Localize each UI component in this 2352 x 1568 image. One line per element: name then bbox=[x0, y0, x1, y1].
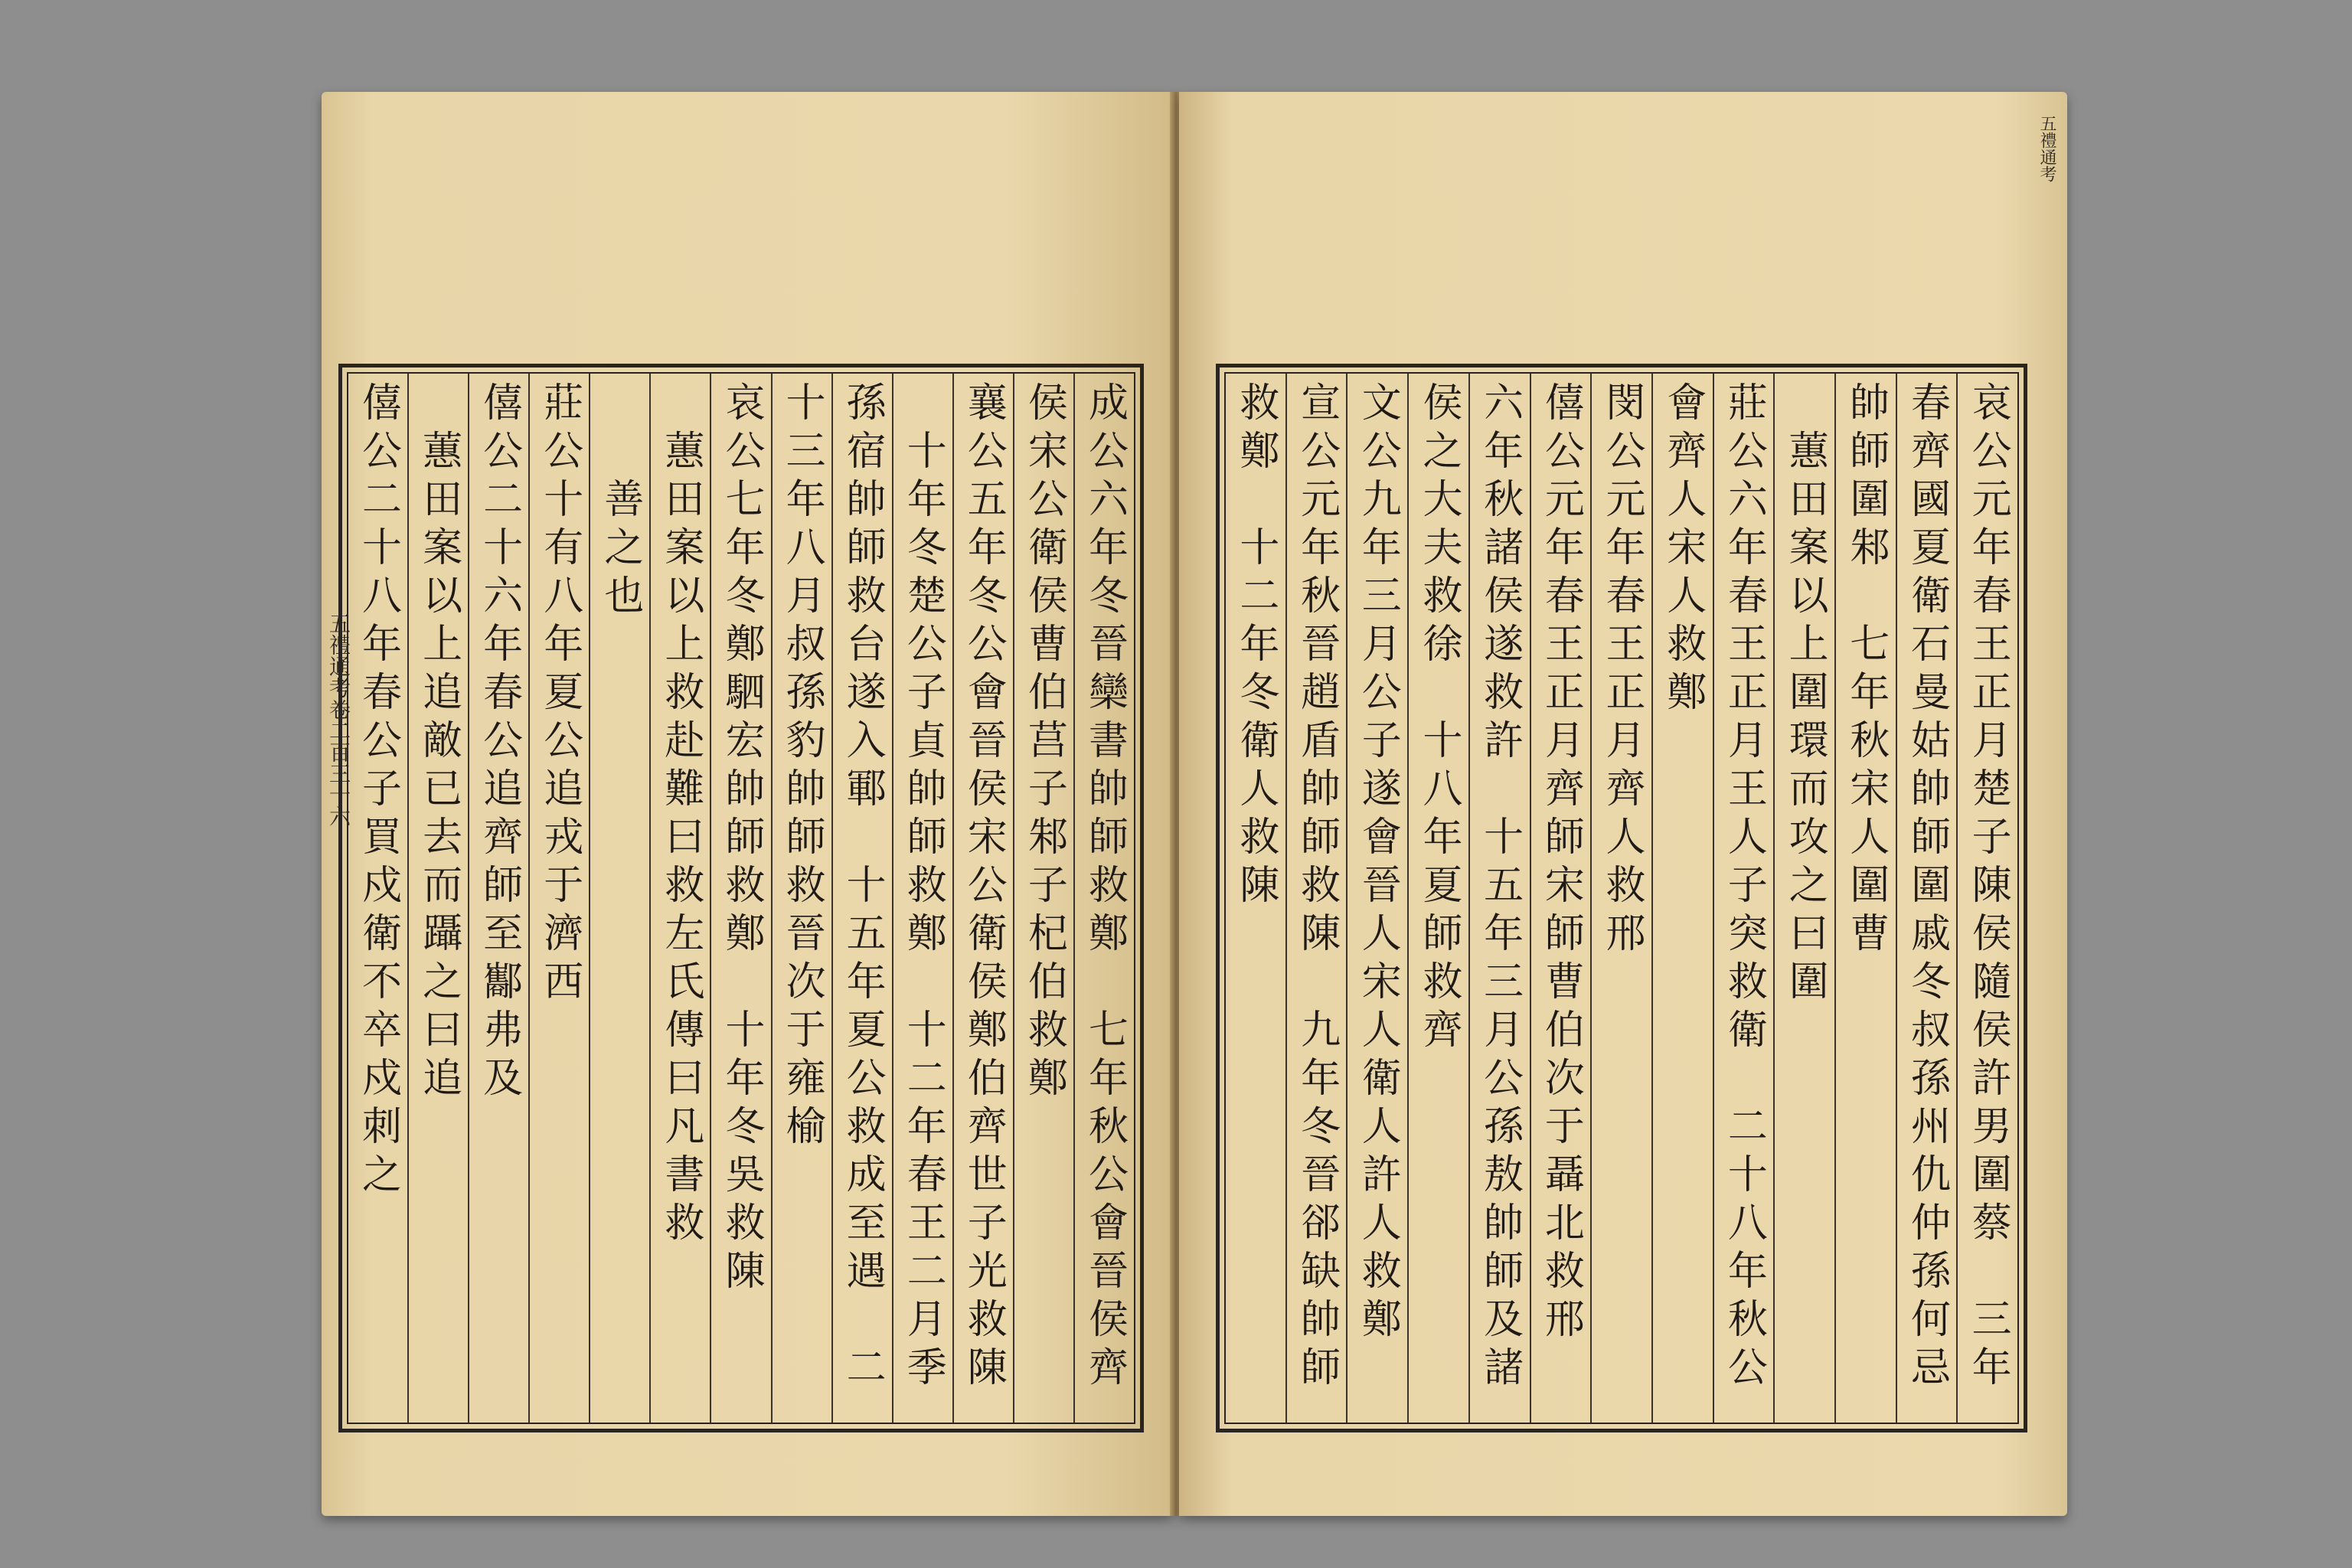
left-column-text: 善之也 bbox=[596, 381, 643, 622]
left-inner-border bbox=[347, 372, 1135, 1424]
right-edge-mark: 五禮通考 bbox=[2037, 115, 2056, 182]
right-column-text: 莊公六年春王正月王人子突救衛 二十八年秋公 bbox=[1720, 381, 1767, 1394]
right-column bbox=[1285, 374, 1347, 1423]
left-column-text: 僖公二十六年春公追齊師至酅弗及 bbox=[475, 381, 522, 1105]
right-column-text: 春齊國夏衛石曼姑帥師圍戚冬叔孫州仇仲孫何忌 bbox=[1903, 381, 1950, 1394]
right-inner-border bbox=[1224, 372, 2019, 1424]
left-column bbox=[831, 374, 892, 1423]
right-column-text: 帥師圍邾 七年秋宋人圍曹 bbox=[1842, 381, 1889, 960]
right-column bbox=[1956, 374, 2017, 1423]
right-column bbox=[1651, 374, 1713, 1423]
right-column-text: 侯之大夫救徐 十八年夏師救齊 bbox=[1415, 381, 1462, 1057]
left-column bbox=[589, 374, 649, 1423]
left-column bbox=[952, 374, 1013, 1423]
left-column-text: 十年冬楚公子貞帥師救鄭 十二年春王二月季 bbox=[900, 381, 946, 1394]
left-column-text: 莊公十有八年夏公追戎于濟西 bbox=[536, 381, 583, 1008]
right-column-text: 文公九年三月公子遂會晉人宋人衛人許人救鄭 bbox=[1354, 381, 1401, 1346]
left-column bbox=[1073, 374, 1134, 1423]
right-column-text: 僖公元年春王正月齊師宋師曹伯次于聶北救邢 bbox=[1537, 381, 1584, 1346]
left-column-text: 哀公七年冬鄭駟宏帥師救鄭 十年冬吳救陳 bbox=[717, 381, 764, 1298]
right-column bbox=[1226, 374, 1285, 1423]
right-column-text: 閔公元年春王正月齊人救邢 bbox=[1599, 381, 1645, 960]
left-column bbox=[528, 374, 589, 1423]
right-column bbox=[1530, 374, 1591, 1423]
left-column-text: 孫宿帥師救台遂入鄆 十五年夏公救成至遇 二 bbox=[839, 381, 886, 1394]
left-text-frame bbox=[338, 364, 1144, 1432]
left-column-text: 侯宋公衛侯曹伯莒子邾子杞伯救鄭 bbox=[1021, 381, 1067, 1105]
left-edge-mark: 五禮通考卷二百三十六 bbox=[326, 612, 351, 827]
right-column bbox=[1713, 374, 1774, 1423]
right-column-text: 蕙田案以上圍環而攻之曰圍 bbox=[1782, 381, 1828, 1008]
right-column-text: 宣公元年秋晉趙盾帥師救陳 九年冬晉郤缺帥師 bbox=[1293, 381, 1340, 1394]
right-page bbox=[1179, 92, 2067, 1516]
right-column bbox=[1590, 374, 1651, 1423]
right-column-text: 救鄭 十二年冬衛人救陳 bbox=[1232, 381, 1279, 912]
right-column bbox=[1896, 374, 1957, 1423]
right-columns bbox=[1226, 374, 2017, 1423]
left-column bbox=[348, 374, 407, 1423]
open-book bbox=[322, 92, 2067, 1516]
left-column-text: 十三年八月叔孫豹帥師救晉次于雍榆 bbox=[779, 381, 825, 1153]
right-column-text: 六年秋諸侯遂救許 十五年三月公孫敖帥師及諸 bbox=[1476, 381, 1523, 1394]
left-column-text: 蕙田案以上救赴難曰救左氏傳曰凡書救 bbox=[657, 381, 704, 1250]
right-column-text: 哀公元年春王正月楚子陳侯隨侯許男圍蔡 三年 bbox=[1965, 381, 2011, 1394]
right-column bbox=[1834, 374, 1896, 1423]
left-column bbox=[892, 374, 952, 1423]
left-column bbox=[710, 374, 770, 1423]
left-column bbox=[771, 374, 831, 1423]
left-page bbox=[322, 92, 1173, 1516]
right-column-text: 會齊人宋人救鄭 bbox=[1659, 381, 1706, 719]
left-column bbox=[1013, 374, 1073, 1423]
left-column-text: 成公六年冬晉欒書帥師救鄭 七年秋公會晉侯齊 bbox=[1081, 381, 1128, 1394]
right-column bbox=[1468, 374, 1530, 1423]
left-column-text: 蕙田案以上追敵已去而躡之曰追 bbox=[415, 381, 462, 1105]
left-column bbox=[468, 374, 528, 1423]
left-columns bbox=[348, 374, 1134, 1423]
left-column-text: 僖公二十八年春公子買戍衛不卒戍刺之 bbox=[354, 381, 401, 1201]
right-column bbox=[1346, 374, 1407, 1423]
left-column bbox=[649, 374, 710, 1423]
right-column bbox=[1407, 374, 1468, 1423]
left-column-text: 襄公五年冬公會晉侯宋公衛侯鄭伯齊世子光救陳 bbox=[960, 381, 1007, 1394]
right-column bbox=[1773, 374, 1834, 1423]
right-text-frame bbox=[1216, 364, 2027, 1432]
left-column bbox=[407, 374, 468, 1423]
